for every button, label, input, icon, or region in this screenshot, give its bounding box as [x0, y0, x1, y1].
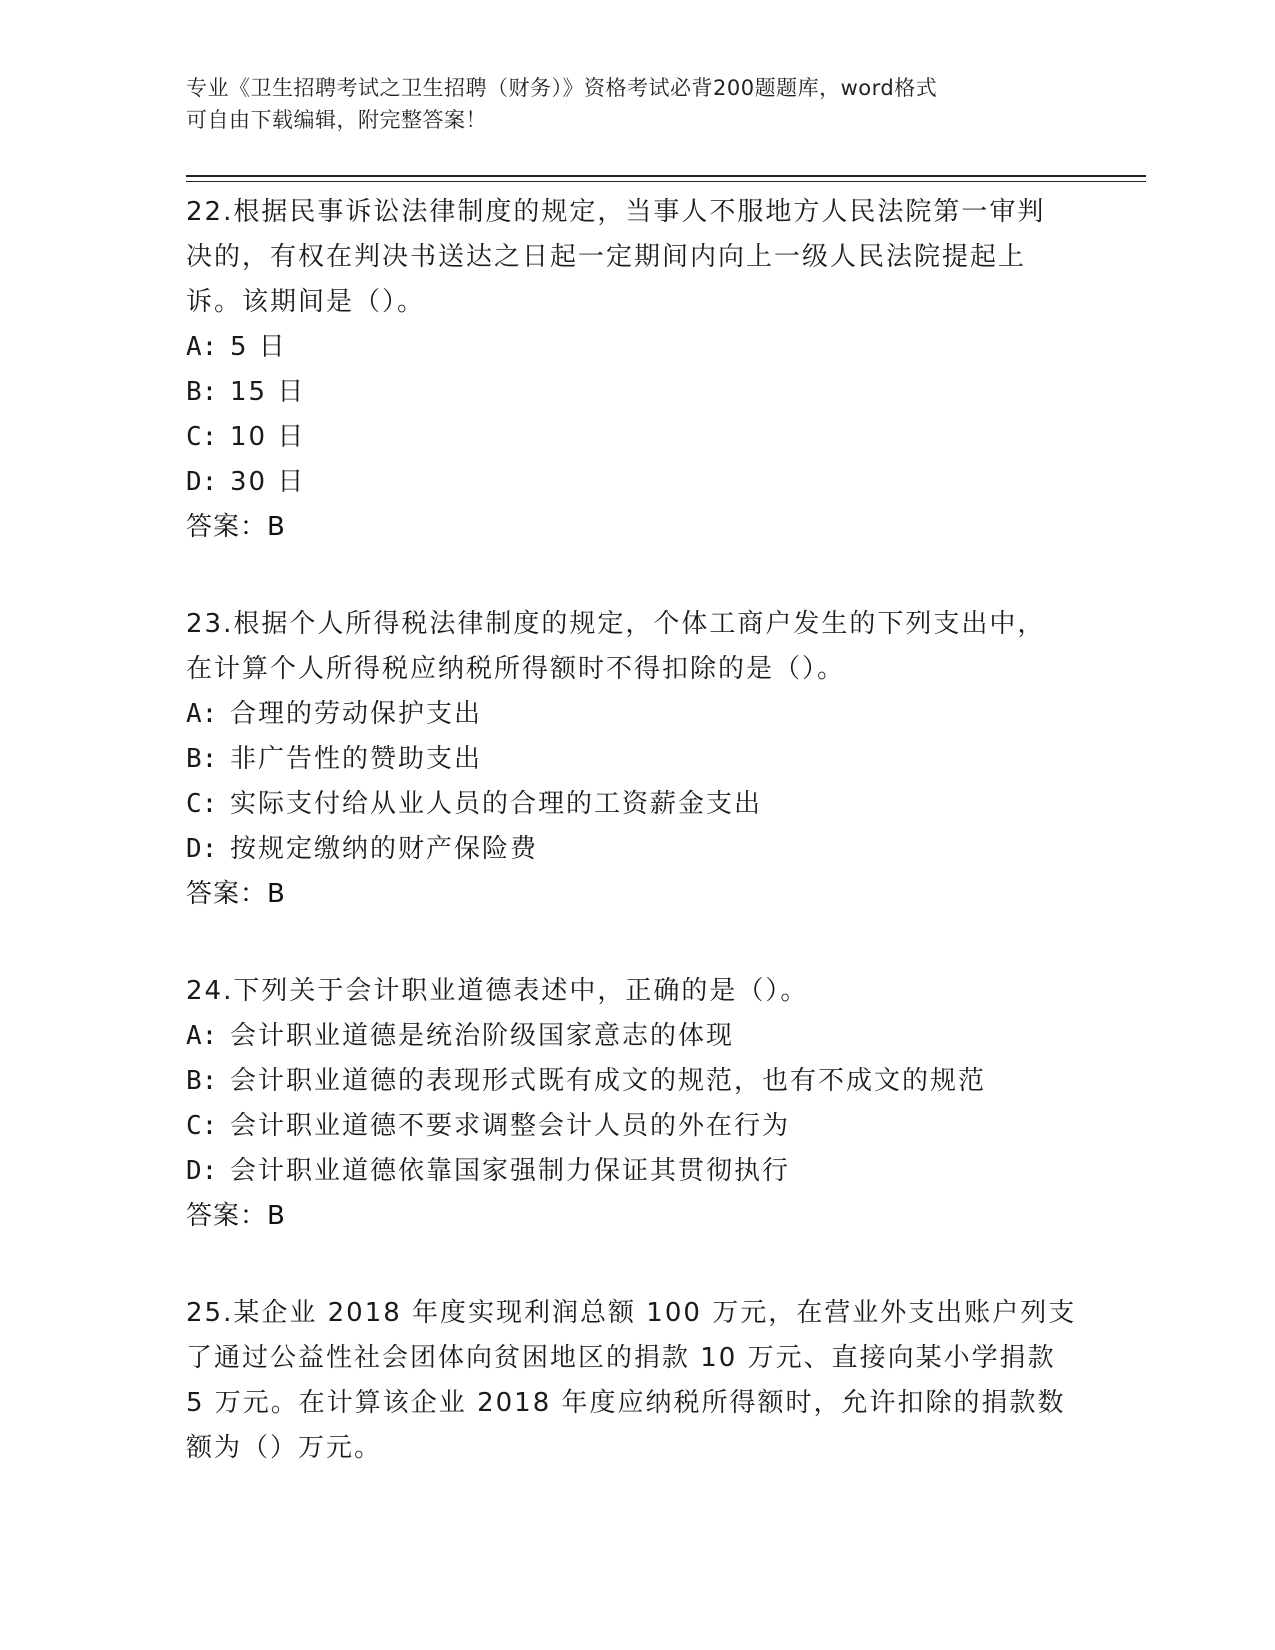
option-text: 15 日 — [230, 377, 306, 407]
option-text: 实际支付给从业人员的合理的工资薪金支出 — [230, 789, 763, 819]
question-stem-line: 了通过公益性社会团体向贫困地区的捐款 10 万元、直接向某小学捐款 — [186, 1343, 1056, 1373]
header-title-line-1: 专业《卫生招聘考试之卫生招聘（财务）》资格考试必背200题题库，word格式 — [186, 76, 938, 100]
option-d — [186, 460, 1086, 505]
question-22 — [186, 190, 1086, 550]
question-spacer — [186, 550, 1086, 602]
option-b — [186, 737, 1086, 782]
option-c — [186, 782, 1086, 827]
option-letter: C: — [186, 422, 218, 452]
option-letter: B: — [186, 744, 218, 774]
option-text: 30 日 — [230, 467, 306, 497]
option-text: 5 日 — [230, 332, 287, 362]
option-b — [186, 370, 1086, 415]
option-c — [186, 1104, 1086, 1149]
option-letter: C: — [186, 1111, 218, 1141]
question-stem-line: 22.根据民事诉讼法律制度的规定，当事人不服地方人民法院第一审判 — [186, 197, 1046, 227]
option-text: 按规定缴纳的财产保险费 — [230, 834, 539, 864]
option-letter: A: — [186, 699, 218, 729]
question-stem-line: 23.根据个人所得税法律制度的规定，个体工商户发生的下列支出中， — [186, 609, 1046, 639]
question-stem-line: 诉。该期间是（）。 — [186, 287, 426, 317]
question-stem-line: 额为（）万元。 — [186, 1433, 383, 1463]
option-a — [186, 1014, 1086, 1059]
header-title-line-2: 可自由下载编辑，附完整答案！ — [186, 108, 487, 132]
option-c — [186, 415, 1086, 460]
option-text: 会计职业道德依靠国家强制力保证其贯彻执行 — [230, 1156, 791, 1186]
option-letter: C: — [186, 789, 218, 819]
option-letter: A: — [186, 1021, 218, 1051]
question-stem-line: 在计算个人所得税应纳税所得额时不得扣除的是（）。 — [186, 654, 846, 684]
question-list — [186, 190, 1086, 1471]
option-text: 非广告性的赞助支出 — [230, 744, 483, 774]
option-text: 会计职业道德是统治阶级国家意志的体现 — [230, 1021, 735, 1051]
option-text: 会计职业道德不要求调整会计人员的外在行为 — [230, 1111, 791, 1141]
question-stem-line: 24.下列关于会计职业道德表述中，正确的是（）。 — [186, 976, 809, 1006]
question-stem-line: 决的，有权在判决书送达之日起一定期间内向上一级人民法院提起上 — [186, 242, 1027, 272]
question-stem-line: 5 万元。在计算该企业 2018 年度应纳税所得额时，允许扣除的捐款数 — [186, 1388, 1066, 1418]
option-letter: D: — [186, 1156, 218, 1186]
option-a — [186, 692, 1086, 737]
answer-line: 答案：B — [186, 879, 286, 909]
option-a — [186, 325, 1086, 370]
option-letter: D: — [186, 834, 218, 864]
document-header — [186, 72, 1066, 136]
header-divider-thick — [186, 175, 1146, 177]
option-d — [186, 827, 1086, 872]
answer-line: 答案：B — [186, 1201, 286, 1231]
option-d — [186, 1149, 1086, 1194]
option-b — [186, 1059, 1086, 1104]
question-24 — [186, 969, 1086, 1239]
option-letter: A: — [186, 332, 218, 362]
question-23 — [186, 602, 1086, 917]
question-spacer — [186, 917, 1086, 969]
question-25 — [186, 1291, 1086, 1471]
header-divider-thin — [186, 181, 1146, 182]
option-text: 合理的劳动保护支出 — [230, 699, 483, 729]
option-letter: B: — [186, 377, 218, 407]
option-text: 10 日 — [230, 422, 306, 452]
answer-line: 答案：B — [186, 512, 286, 542]
question-stem-line: 25.某企业 2018 年度实现利润总额 100 万元，在营业外支出账户列支 — [186, 1298, 1077, 1328]
option-letter: B: — [186, 1066, 218, 1096]
option-text: 会计职业道德的表现形式既有成文的规范，也有不成文的规范 — [230, 1066, 987, 1096]
option-letter: D: — [186, 467, 218, 497]
question-spacer — [186, 1239, 1086, 1291]
